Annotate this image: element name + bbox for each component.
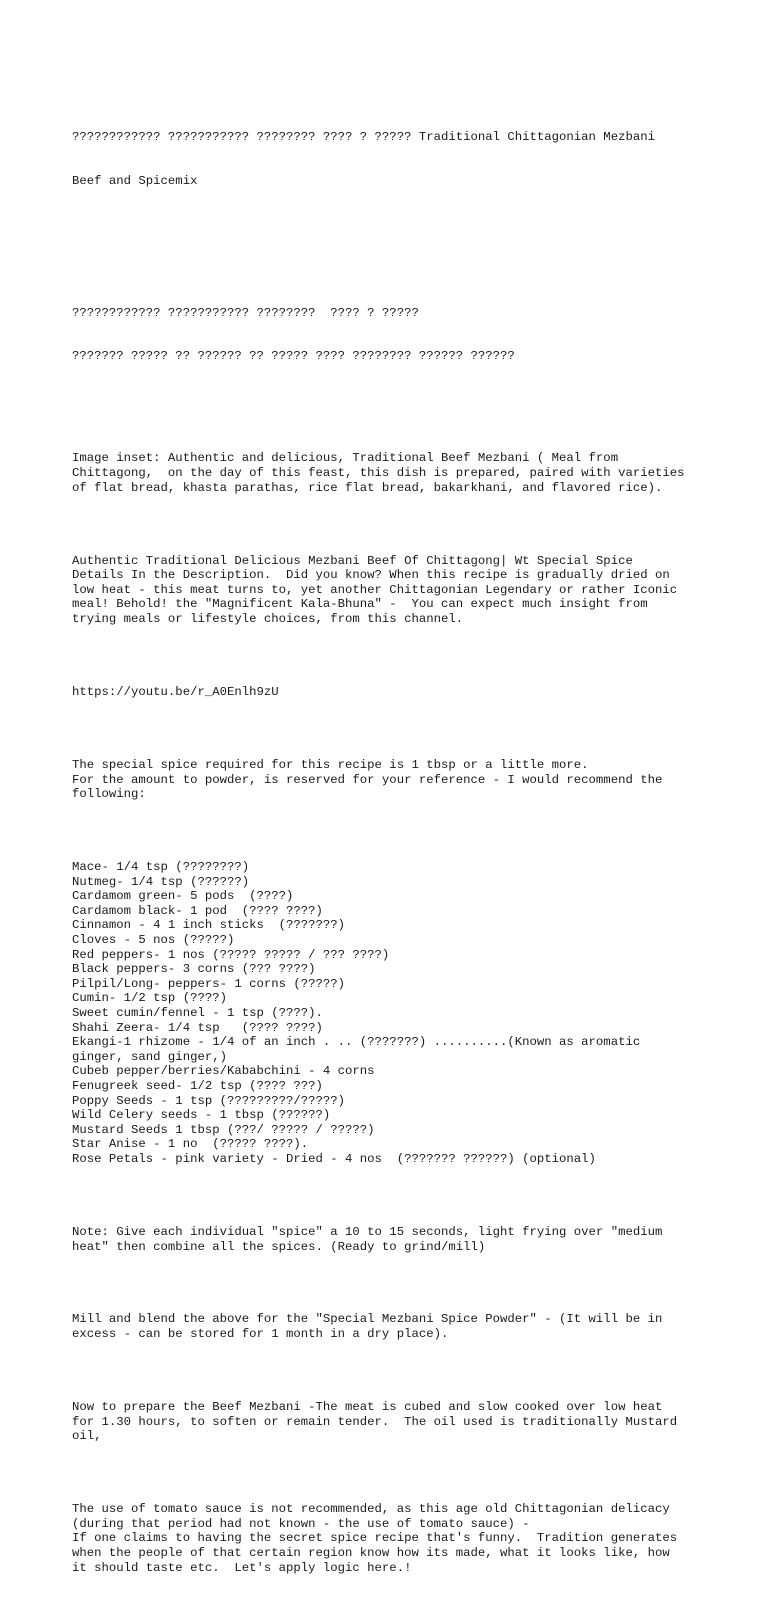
spice-list-item: Cinnamon - 4 1 inch sticks (???????) xyxy=(72,918,346,933)
spice-list-item: Mace- 1/4 tsp (????????) xyxy=(72,860,250,875)
spice-list-item: Cumin- 1/2 tsp (????) xyxy=(72,991,227,1006)
spice-list-item: Cardamom black- 1 pod (???? ????) xyxy=(72,903,323,918)
spice-list-item: Mustard Seeds 1 tbsp (???/ ????? / ?????) xyxy=(72,1122,375,1137)
note-paragraph: Note: Give each individual "spice" a 10 to 15 seconds, light frying over "medium heat" then combine all the spices. (Ready to grind/mill) xyxy=(72,1224,663,1254)
image-inset-caption: Image inset: Authentic and delicious, Traditional Beef Mezbani ( Meal from Chittagong, on the day of this feast, this dish is prepared, paired with varieties of flat bread, khasta parathas, rice flat bread, bakarkhani, and flavored rice). xyxy=(72,451,685,495)
subtitle-line-2: ??????? ????? ?? ?????? ?? ????? ???? ???????? ?????? ?????? xyxy=(72,349,515,364)
title-block xyxy=(72,101,722,218)
tomato-paragraph: The use of tomato sauce is not recommended, as this age old Chittagonian delicacy (during that period had not known - the use of tomato sauce) - If one claims to having the secret spice recipe that's funny. Tradition generates when the people of that certain region know how its made, what it looks like, how it should taste etc. Let's apply logic here.! xyxy=(72,1502,678,1575)
spice-list-item: Cardamom green- 5 pods (????) xyxy=(72,889,294,904)
spice-list-item: Red peppers- 1 nos (????? ????? / ??? ????) xyxy=(72,947,390,962)
spice-list-item: Cloves - 5 nos (?????) xyxy=(72,933,235,948)
spice-list-item: Nutmeg- 1/4 tsp (??????) xyxy=(72,874,250,889)
mill-paragraph: Mill and blend the above for the "Special Mezbani Spice Powder" - (It will be in excess - can be stored for 1 month in a dry place). xyxy=(72,1312,663,1342)
intro-paragraph: Authentic Traditional Delicious Mezbani Beef Of Chittagong| Wt Special Spice Details In the Description. Did you know? When this recipe is gradually dried on low heat - this meat turns to, yet another Chittagonian Legendary or rather Iconic meal! Behold! the "Magnificent Kala-Bhuna" - You can expect much insight from trying meals or lifestyle choices, from this channel. xyxy=(72,553,678,626)
subtitle-block xyxy=(72,276,722,393)
subtitle-line-1: ???????????? ??????????? ???????? ???? ? ????? xyxy=(72,305,419,320)
video-link[interactable]: https://youtu.be/r_A0Enlh9zU xyxy=(72,684,279,699)
spice-list-item: Cubeb pepper/berries/Kababchini - 4 corns xyxy=(72,1064,375,1079)
title-line-2: Beef and Spicemix xyxy=(72,174,198,189)
spice-list-item: Poppy Seeds - 1 tsp (?????????/?????) xyxy=(72,1093,346,1108)
spice-intro-paragraph: The special spice required for this recipe is 1 tbsp or a little more. For the amount to powder, is reserved for your reference - I would recommend the following: xyxy=(72,757,663,802)
spice-list xyxy=(72,860,722,1166)
spice-list-item: Black peppers- 3 corns (??? ????) xyxy=(72,962,316,977)
prepare-paragraph: Now to prepare the Beef Mezbani -The meat is cubed and slow cooked over low heat for 1.30 hours, to soften or remain tender. The oil used is traditionally Mustard oil, xyxy=(72,1400,678,1444)
spice-list-item: Shahi Zeera- 1/4 tsp (???? ????) xyxy=(72,1020,323,1035)
title-line-1: ???????????? ??????????? ???????? ???? ? ????? Traditional Chittagonian Mezbani xyxy=(72,130,655,145)
spice-list-item: Sweet cumin/fennel - 1 tsp (????). xyxy=(72,1006,323,1020)
document-page xyxy=(72,72,722,1604)
spice-list-item: Star Anise - 1 no (????? ????). xyxy=(72,1137,309,1152)
spice-list-item: Rose Petals - pink variety - Dried - 4 nos (??????? ??????) (optional) xyxy=(72,1151,596,1166)
spice-list-item: Fenugreek seed- 1/2 tsp (???? ???) xyxy=(72,1078,323,1093)
spice-list-item: Wild Celery seeds - 1 tbsp (??????) xyxy=(72,1108,331,1123)
spice-list-item: Ekangi-1 rhizome - 1/4 of an inch . .. (???????) ..........(Known as aromatic ginger, sand ginger,) xyxy=(72,1035,641,1064)
spice-list-item: Pilpil/Long- peppers- 1 corns (?????) xyxy=(72,976,346,991)
